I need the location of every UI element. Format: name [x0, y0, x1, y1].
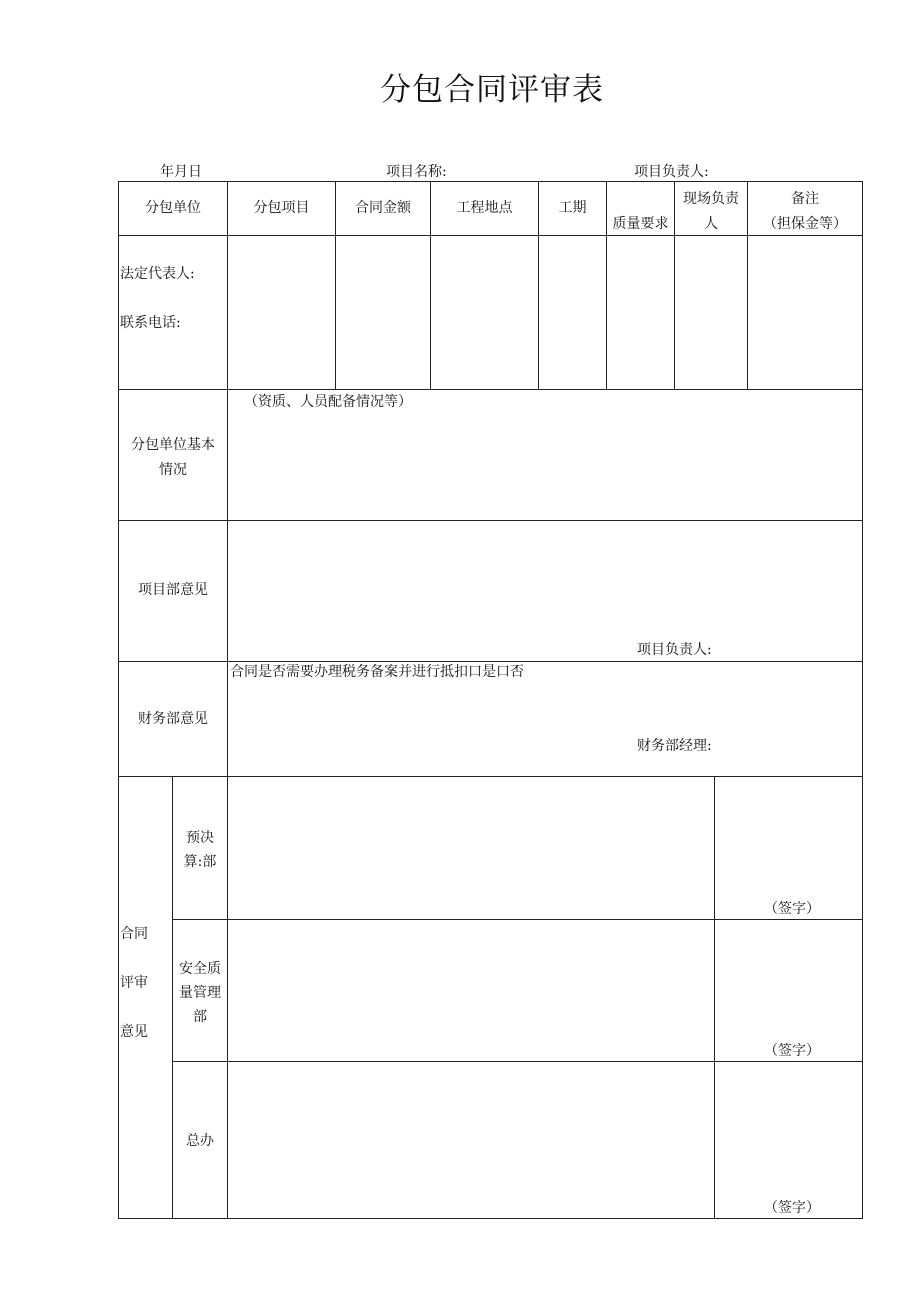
finance-signer: 财务部经理:: [637, 738, 712, 754]
basic-info-label-line2: 情况: [159, 462, 187, 478]
office-signature: （签字）: [764, 1200, 820, 1216]
table-border-left: [118, 181, 119, 1219]
finance-question: 合同是否需要办理税务备案并进行抵扣口是口否: [230, 664, 524, 680]
project-leader-label: 项目负责人:: [634, 164, 709, 180]
review-label-line3: 意见: [120, 1024, 148, 1040]
review-label-line1: 合同: [120, 926, 148, 942]
col-header-site-leader-line1: 现场负责: [683, 191, 739, 207]
row-rule-basic: [118, 520, 863, 521]
col-header-location: 工程地点: [456, 200, 513, 216]
table-border-right: [862, 181, 863, 1219]
general-office-label: 总办: [186, 1133, 214, 1149]
project-dept-signer: 项目负责人:: [637, 642, 712, 658]
safety-dept-label-line3: 部: [193, 1009, 207, 1025]
safety-dept-label-line1: 安全质: [179, 961, 221, 977]
page-title: 分包合同评审表: [380, 72, 604, 108]
col-header-site-leader-line2: 人: [704, 216, 718, 232]
legal-rep-label: 法定代表人:: [120, 266, 195, 282]
phone-label: 联系电话:: [120, 315, 181, 331]
col-header-quality: 质量要求: [612, 216, 669, 232]
row-rule-finance: [118, 776, 863, 777]
basic-info-label-line1: 分包单位基本: [131, 437, 215, 453]
project-name-label: 项目名称:: [386, 164, 447, 180]
safety-signature: （签字）: [764, 1043, 820, 1059]
row-rule-budget: [172, 919, 863, 920]
col-header-unit: 分包单位: [145, 200, 201, 216]
col-header-item: 分包项目: [253, 200, 310, 216]
table-border-top: [118, 181, 863, 182]
col-rule-review-sign: [714, 776, 715, 1219]
row-rule-safety: [172, 1061, 863, 1062]
basic-info-hint: （资质、人员配备情况等）: [244, 394, 412, 410]
budget-dept-label-line1: 预决: [186, 830, 214, 846]
budget-dept-label-line2: 算:部: [183, 854, 217, 870]
row-rule-unit: [118, 389, 863, 390]
table-border-bottom: [118, 1218, 863, 1219]
col-header-amount: 合同金额: [355, 200, 411, 216]
date-label: 年月日: [160, 164, 202, 180]
col-rule-1: [227, 181, 228, 1219]
project-dept-label: 项目部意见: [138, 582, 208, 598]
col-header-period: 工期: [558, 200, 587, 216]
finance-label: 财务部意见: [138, 711, 208, 727]
review-label-line2: 评审: [120, 975, 148, 991]
safety-dept-label-line2: 量管理: [179, 985, 221, 1001]
col-header-remark-line2: （担保金等）: [763, 216, 847, 232]
budget-signature: （签字）: [764, 901, 820, 917]
col-header-remark-line1: 备注: [791, 191, 819, 207]
